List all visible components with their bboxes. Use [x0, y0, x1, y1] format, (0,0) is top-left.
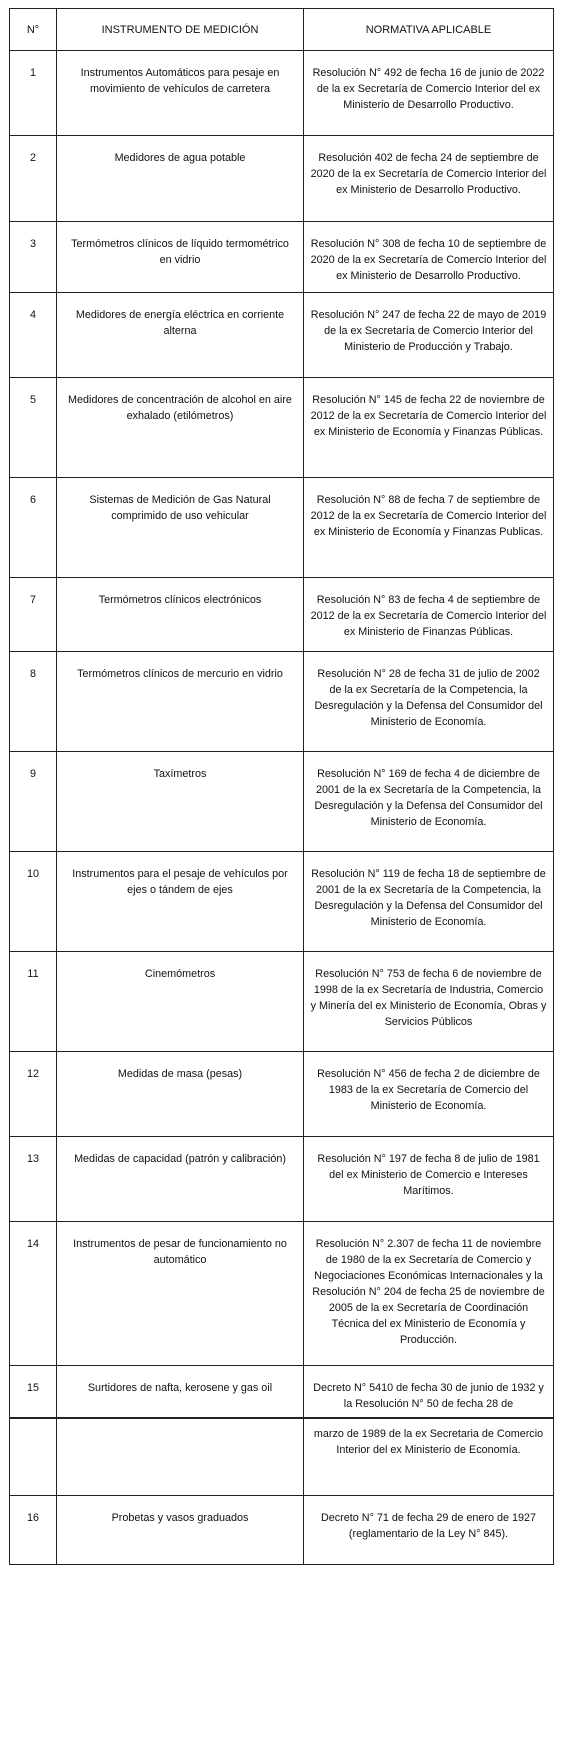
regulations-table: [9, 8, 554, 1565]
row-number: 5: [10, 378, 57, 477]
table-row: [9, 221, 554, 292]
row-instrument: Instrumentos Automáticos para pesaje en movimiento de vehículos de carretera: [57, 51, 304, 135]
table-row: [9, 477, 554, 577]
row-instrument: Instrumentos para el pesaje de vehículos por ejes o tándem de ejes: [57, 852, 304, 951]
header-number: N°: [10, 9, 57, 50]
row-norm: Decreto N° 71 de fecha 29 de enero de 1927 (reglamentario de la Ley N° 845).: [320, 1512, 536, 1540]
row-number: 10: [10, 852, 57, 951]
row-instrument: Termómetros clínicos de mercurio en vidrio: [57, 652, 304, 751]
row-norm: marzo de 1989 de la ex Secretaria de Comercio Interior del ex Ministerio de Economía.: [313, 1428, 544, 1456]
table-row: [9, 135, 554, 221]
row-norm: Resolución N° 247 de fecha 22 de mayo de 2019 de la ex Secretaría de Comercio Interior del Ministerio de Producción y Trabajo.: [310, 309, 547, 353]
row-norm: Resolución N° 2.307 de fecha 11 de noviembre de 1980 de la ex Secretaría de Comercio y Negociaciones Económicas Internacionales y la Resolución N° 204 de fecha 25 de noviembre de 2005 de la ex Secretaría de Coordinación Técnica del ex Ministerio de Economía y Producción.: [312, 1238, 545, 1346]
table-row: [9, 1221, 554, 1365]
row-number: 13: [10, 1137, 57, 1221]
table-row: [9, 577, 554, 651]
row-number: 11: [10, 952, 57, 1051]
row-instrument: Cinemómetros: [57, 952, 304, 1051]
table-row: [9, 751, 554, 851]
table-row: [9, 377, 554, 477]
table-row: [9, 1495, 554, 1565]
row-number: 7: [10, 578, 57, 651]
row-instrument: Termómetros clínicos de líquido termométrico en vidrio: [57, 222, 304, 292]
row-norm: Resolución N° 83 de fecha 4 de septiembre de 2012 de la ex Secretaría de Comercio Interior del ex Ministerio de Finanzas Públicas.: [310, 594, 547, 638]
row-norm: Decreto N° 5410 de fecha 30 de junio de 1932 y la Resolución N° 50 de fecha 28 de: [313, 1382, 544, 1410]
row-number: 3: [10, 222, 57, 292]
row-number: 6: [10, 478, 57, 577]
row-instrument: Sistemas de Medición de Gas Natural comprimido de uso vehicular: [57, 478, 304, 577]
table-row-continued: [9, 1417, 554, 1495]
table-row: [9, 951, 554, 1051]
row-number: 15: [10, 1366, 57, 1417]
row-number: 1: [10, 51, 57, 135]
row-instrument: Medidores de concentración de alcohol en aire exhalado (etilómetros): [57, 378, 304, 477]
row-norm: Resolución N° 308 de fecha 10 de septiembre de 2020 de la ex Secretaría de Comercio Interior del ex Ministerio de Desarrollo Productivo.: [310, 238, 547, 282]
row-number: 9: [10, 752, 57, 851]
table-row: [9, 292, 554, 377]
row-instrument: Medidores de agua potable: [57, 136, 304, 221]
row-number: 4: [10, 293, 57, 377]
table-row: [9, 1365, 554, 1417]
row-norm: Resolución N° 169 de fecha 4 de diciembre de 2001 de la ex Secretaría de la Competencia, la Desregulación y la Defensa del Consumidor del Ministerio de Economía.: [314, 768, 543, 828]
row-norm: Resolución N° 753 de fecha 6 de noviembre de 1998 de la ex Secretaría de Industria, Comercio y Minería del ex Ministerio de Economía, Obras y Servicios Públicos: [310, 968, 547, 1028]
row-number: 14: [10, 1222, 57, 1365]
header-instrument: INSTRUMENTO DE MEDICIÓN: [57, 9, 304, 50]
row-instrument: Medidas de masa (pesas): [57, 1052, 304, 1136]
row-number: [10, 1419, 57, 1495]
row-norm: Resolución N° 28 de fecha 31 de julio de 2002 de la ex Secretaría de la Competencia, la Desregulación y la Defensa del Consumidor del Ministerio de Economía.: [314, 668, 543, 728]
row-norm: Resolución N° 492 de fecha 16 de junio de 2022 de la ex Secretaría de Comercio Interior del ex Ministerio de Desarrollo Productivo.: [312, 67, 545, 111]
row-norm: Resolución N° 456 de fecha 2 de diciembre de 1983 de la ex Secretaría de Comercio del Ministerio de Economía.: [317, 1068, 540, 1112]
row-instrument: Medidores de energía eléctrica en corriente alterna: [57, 293, 304, 377]
table-header-row: [9, 8, 554, 50]
row-instrument: Surtidores de nafta, kerosene y gas oil: [57, 1366, 304, 1417]
header-norm: NORMATIVA APLICABLE: [365, 24, 492, 36]
row-instrument: Termómetros clínicos electrónicos: [57, 578, 304, 651]
row-instrument: Instrumentos de pesar de funcionamiento no automático: [57, 1222, 304, 1365]
row-norm: Resolución N° 119 de fecha 18 de septiembre de 2001 de la ex Secretaría de la Competencia, la Desregulación y la Defensa del Consumidor del Ministerio de Economía.: [311, 868, 546, 928]
table-row: [9, 851, 554, 951]
row-norm: Resolución N° 88 de fecha 7 de septiembre de 2012 de la ex Secretaría de Comercio Interior del ex Ministerio de Economía y Finanzas Publicas.: [310, 494, 547, 538]
row-instrument: [57, 1419, 304, 1495]
row-instrument: Medidas de capacidad (patrón y calibración): [57, 1137, 304, 1221]
row-instrument: Taxímetros: [57, 752, 304, 851]
row-number: 8: [10, 652, 57, 751]
table-row: [9, 1136, 554, 1221]
row-number: 16: [10, 1496, 57, 1564]
row-instrument: Probetas y vasos graduados: [57, 1496, 304, 1564]
table-row: [9, 651, 554, 751]
row-norm: Resolución N° 197 de fecha 8 de julio de 1981 del ex Ministerio de Comercio e Intereses Marítimos.: [317, 1153, 540, 1197]
row-norm: Resolución 402 de fecha 24 de septiembre de 2020 de la ex Secretaría de Comercio Interior del ex Ministerio de Desarrollo Productivo.: [310, 152, 547, 196]
row-norm: Resolución N° 145 de fecha 22 de noviembre de 2012 de la ex Secretaría de Comercio Interior del ex Ministerio de Economía y Finanzas Públicas.: [310, 394, 547, 438]
table-row: [9, 50, 554, 135]
row-number: 12: [10, 1052, 57, 1136]
row-number: 2: [10, 136, 57, 221]
table-row: [9, 1051, 554, 1136]
